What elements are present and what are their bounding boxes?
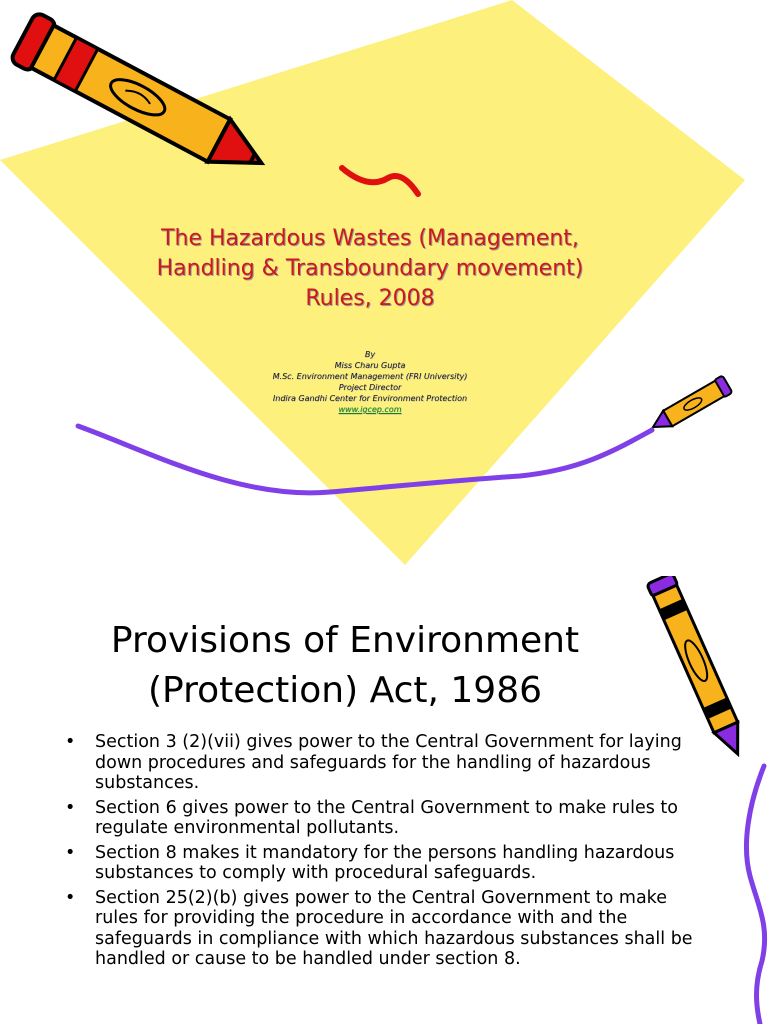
by-label: By (364, 350, 376, 359)
author-name: Miss Charu Gupta (334, 361, 406, 370)
author-qualification: M.Sc. Environment Management (FRI University) (272, 372, 468, 381)
author-credits (230, 349, 510, 415)
list-item-text: Section 8 makes it mandatory for the persons handling hazardous substances to comply with procedural safeguards. (95, 842, 675, 883)
bullet-icon: • (65, 797, 76, 818)
bullet-icon: • (65, 887, 76, 908)
list-item-text: Section 3 (2)(vii) gives power to the Central Government for laying down procedures and safeguards for the handling of hazardous substances. (95, 732, 682, 793)
provisions-list (60, 732, 710, 974)
list-item-text: Section 6 gives power to the Central Government to make rules to regulate environmental pollutants. (95, 797, 679, 838)
title-line: (Protection) Act, 1986 (147, 670, 543, 711)
title-line: Rules, 2008 (305, 286, 435, 311)
content-slide (0, 576, 768, 1024)
list-item (60, 798, 710, 839)
title-line: The Hazardous Wastes (Management, (161, 226, 579, 251)
title-line: Provisions of Environment (110, 620, 580, 661)
list-item (60, 888, 710, 970)
bullet-icon: • (65, 732, 76, 752)
author-organization: Indira Gandhi Center for Environment Protection (272, 394, 468, 403)
list-item-text: Section 25(2)(b) gives power to the Central Government to make rules for providing the procedure in accordance with and the safeguards in compliance with which hazardous substances shall be handled or cause to be handled under section 8. (95, 887, 693, 969)
slide2-title (40, 616, 650, 716)
bullet-icon: • (65, 842, 76, 863)
website-link[interactable]: www.igcep.com (338, 405, 402, 414)
squiggle-line (746, 766, 764, 1024)
title-line: Handling & Transboundary movement) (156, 256, 584, 281)
crayon-icon (648, 375, 732, 435)
author-role: Project Director (338, 383, 402, 392)
slide1-title (130, 224, 610, 314)
list-item (60, 843, 710, 884)
list-item (60, 732, 710, 794)
